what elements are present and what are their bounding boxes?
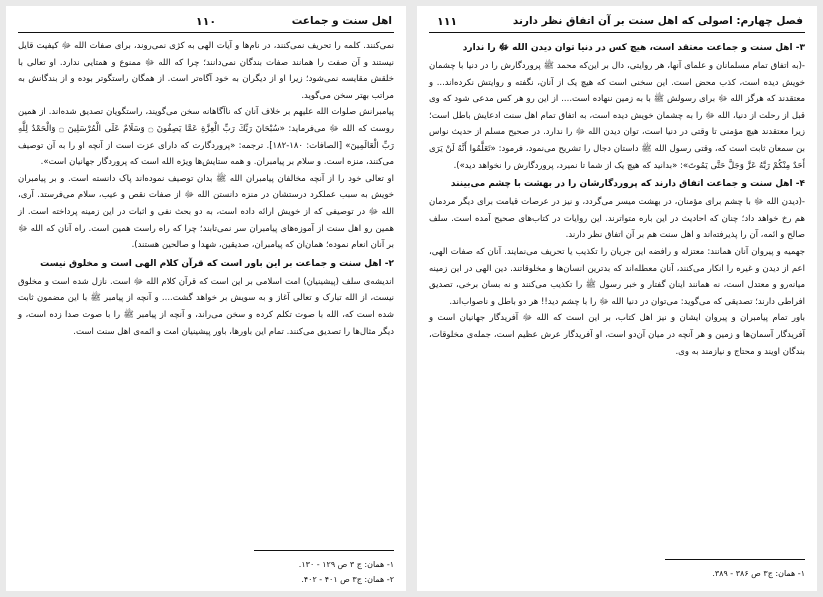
page-number: ١١١ <box>437 15 458 28</box>
page-110 <box>6 6 406 591</box>
paragraph: باور تمام پیامبران و پیروان ایشان و نیز اهل کتاب، بر این است که الله ﷻ آفریدگار جهانیان است و آفریدگار آسمان‌ها و زمین و هر آنچه در میان آن‌دو است، او آفریدگار عرش عظیم است، جمله‌ی مخلوقات، بندگان اویند و محتاج و نیازمند به وی. <box>429 313 805 357</box>
paragraph: -(دیدن الله ﷻ با چشم برای مؤمنان، در بهشت میسر می‌گردد، و نیز در عرصات قیامت برای دیگر مردمان هم رخ خواهد داد؛ چنان که احادیث در این باره متواترند. این روایات در کتاب‌های صحیح آمده است. سلف صالح و ائمه، آن را پذیرفته‌اند و اهل سنت هم بر آن اتفاق نظر دارند. <box>429 197 805 241</box>
section-heading: ۴- اهل سنت و جماعت اتفاق دارند که پروردگارشان را در بهشت با چشم می‌بینند <box>450 179 805 190</box>
paragraph: نمی‌کنند. کلمه را تحریف نمی‌کنند، در نام‌ها و آیات الهی به کژی نمی‌روند، برای صفات الله ﷻ کیفیت قایل نیستند و آن صفت را همانند صفات بندگان نمی‌دانند؛ چرا که الله ﷻ ممنوع و همتایی ندارد. او تعالی با خلقش مقایسه نمی‌شود؛ زیرا او از دیگران به خود آگاه‌تر است. از همگان راستگوتر بوده و از بندگانش به مراتب بهتر سخن می‌گوید. <box>18 41 394 101</box>
page-111 <box>417 6 817 591</box>
paragraph: -(به اتفاق تمام مسلمانان و علمای آنها، هر روایتی، دال بر این‌که محمد ﷺ پروردگارش را در دنیا با چشمان خویش دیده است، کذب محض است. این سخنی است که هیچ یک از آنان، نگفته و روایتش نکرده‌اند... و معتقدند که هرگز الله ﷻ برای رسولش ﷺ با به زمین ننهاده است.... از این رو هر کس مدعی شود که وی قبل از رحلت از دنیا، الله ﷻ را به چشمان خویش دیده است، به اتفاق تمام اهل سنت ادعایش باطل است؛ زیرا معتقدند هیچ مؤمنی تا وقتی در دنیا است، توان دیدن الله ﷻ را ندارد. در صحیح مسلم از حدیث نواس بن سمعان ثابت است که، وقتی رسول الله ﷺ داستان دجال را تشریح می‌نمود، فرمود: «تَعَلَّمُوا أَنَّهُ لَنْ يَرَى أَحَدٌ مِنْكُمْ رَبَّهُ عَزَّ وَجَلَّ حَتَّى يَمُوتَ»: «بدانید که هیچ یک از شما تا نمیرد، پروردگارش را نخواهد دید»). <box>429 61 805 171</box>
page-number: ١١٠ <box>195 15 217 28</box>
footnote-divider <box>254 550 394 551</box>
paragraph: جهمیه و پیروان آنان همانند: معتزله و رافضه این جریان را تکذیب یا تحریف می‌نمایند. آنان که صفات الهی، اعم از دیدن و غیره را انکار می‌کنند، آنان معطله‌اند که بدترین انسان‌ها و مخلوقاتند. دین الهی در این زمینه میانه‌رو و معتدل است، نه همانند اینان گفتار و خبر رسول ﷺ را تکذیب می‌کنند و نه بسان برخی، تصدیق افراطی دارند؛ تصدیقی که می‌گوید: می‌توان در دنیا الله ﷻ را با چشم دید!! هر دو باطل و ناصواب‌اند. <box>429 246 805 307</box>
section-heading: ۲- اهل سنت و جماعت بر این باور است که قرآن کلام الهی است و مخلوق نیست <box>40 258 394 269</box>
page-header <box>429 14 805 33</box>
footnotes <box>429 559 805 581</box>
footnote: ۱- همان: ج۳ ص ۳۸۶ - ۳۸۹. <box>712 569 805 578</box>
running-title: فصل چهارم: اصولی که اهل سنت بر آن اتفاق نظر دارند <box>512 15 803 27</box>
paragraph: اندیشه‌ی سلف (پیشینیان) امت اسلامی بر این است که قرآن کلام الله ﷻ است. نازل شده است و مخلوق نیست، از الله تبارک و تعالی آغاز و به سویش بر خواهد گشت.... و آنچه از پیامبر ﷺ با این مضمون ثابت شده است که، الله با صوت تکلم کرده و سخن می‌راند، و آنچه از پیامبر ﷺ را با صوت صدا زده است، و دیگر مثال‌ها را تصدیق می‌کنند. تمام این باورها، باور پیشینیان امت و ائمه‌ی اهل سنت است. <box>18 276 394 337</box>
footnote-divider <box>665 559 805 560</box>
section-heading: ۳- اهل سنت و جماعت معتقد است، هیچ کس در دنیا توان دیدن الله ﷻ را ندارد <box>462 43 805 53</box>
footnote: ۲- همان: ج۳ ص ۴۰۱ - ۴۰۲. <box>301 575 394 584</box>
footnotes <box>18 550 394 587</box>
paragraph: پیامبرانش صلوات الله علیهم بر خلاف آنان که ناآگاهانه سخن می‌گویند، راستگویان تصدیق شده‌اند. از همین روست که الله ﷻ می‌فرماید: «سُبْحَانَ رَبِّكَ رَبِّ الْعِزَّةِ عَمَّا يَصِفُونَ ۝ وَسَلَامٌ عَلَى الْمُرْسَلِينَ ۝ وَالْحَمْدُ لِلَّهِ رَبِّ الْعَالَمِينَ» [الصافات: ۱۸۰-۱۸۲]. ترجمه: «پروردگارت که دارای عزت است از آنچه او را به آن توصیف می‌کنند، منزه است. و سلام بر پیامبران. و همه ستایش‌ها ویژه الله است که پروردگار جهانیان است». <box>18 107 395 168</box>
page-body <box>429 38 805 360</box>
footnote: ۱- همان: ج ۳ ص ۱۲۹ - ۱۳۰. <box>298 560 394 569</box>
running-title: اهل سنت و جماعت <box>291 15 392 27</box>
paragraph: او تعالی خود را از آنچه مخالفان پیامبران الله ﷺ بدان توصیف نموده‌اند پاک دانسته است. و بر پیامبران خویش به سبب عملکرد درستشان در منزه دانستن الله ﷻ از صفات نقص و عیب، سلام می‌فرستد. آری، الله ﷻ در توصیفی که از خویش ارائه داده است، به دو بحث نفی و اثبات در این زمینه پرداخته است. از همین رو اهل سنت از آموزه‌های پیامبران سر نمی‌تابند؛ چرا که راه راست همین است. راه آنان که الله ﷻ بر آنان انعام نموده؛ همان‌ان که پیامبران، صدیقین، شهدا و صالحین هستند). <box>18 173 394 251</box>
page-body <box>18 38 394 340</box>
page-header <box>18 14 394 33</box>
